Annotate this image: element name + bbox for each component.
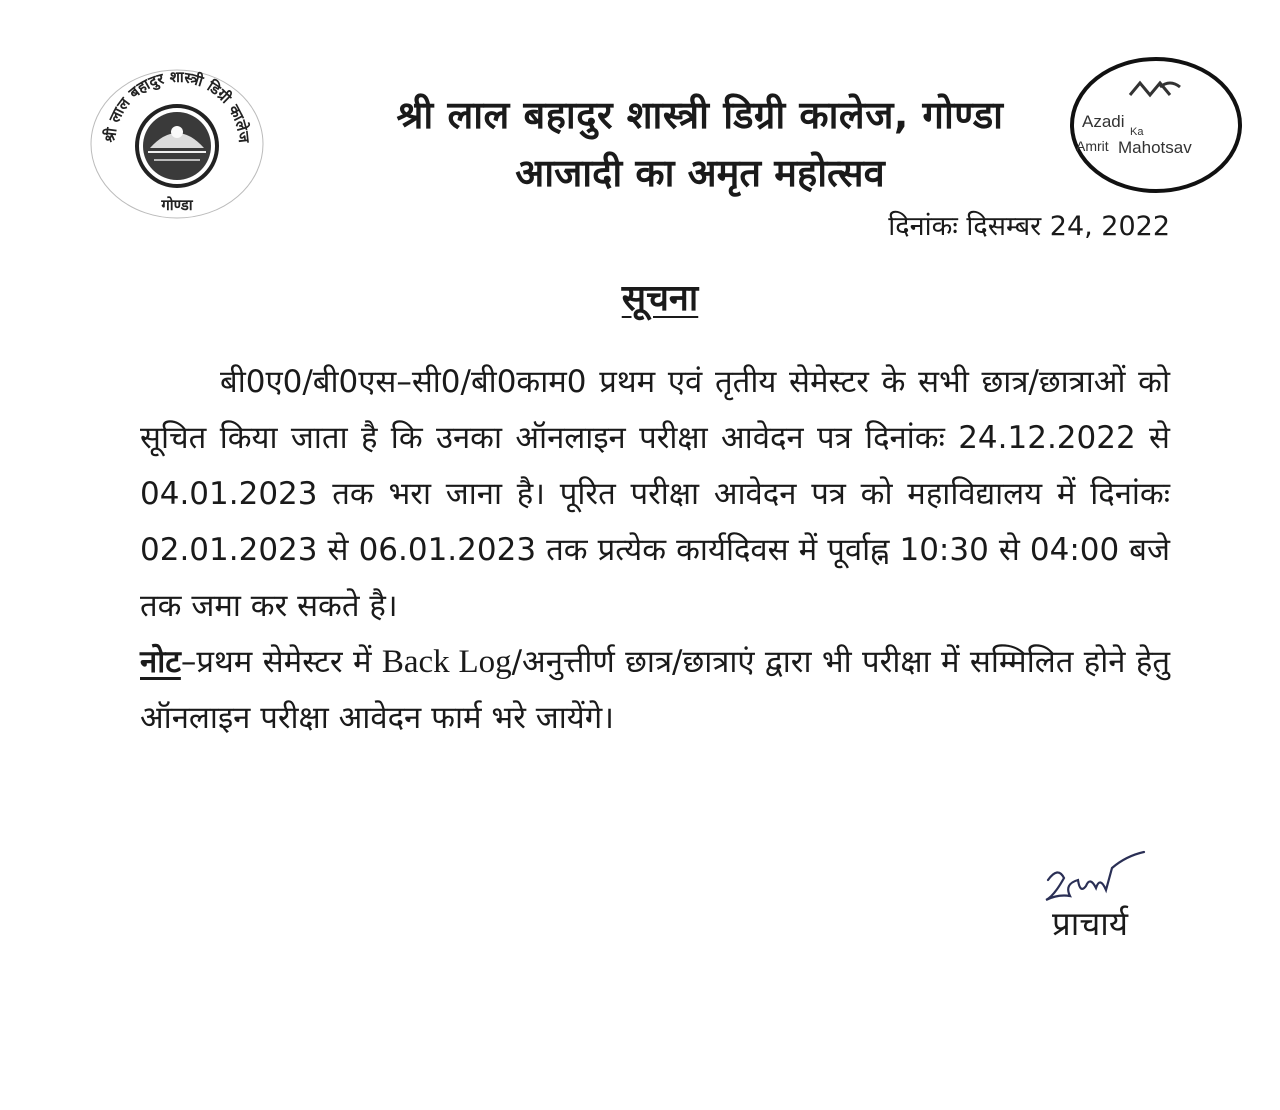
- college-name: श्री लाल बहादुर शास्त्री डिग्री कालेज, गोण्डा: [396, 93, 1004, 137]
- note-label: नोट: [140, 644, 181, 680]
- notice-heading: [0, 272, 1280, 321]
- amrit-text: Amrit: [1076, 138, 1109, 154]
- seal-ring-text: श्री लाल बहादुर शास्त्री डिग्री कालेज: [100, 68, 254, 144]
- azadi-logo-icon: [1068, 55, 1244, 195]
- college-seal: [88, 68, 266, 220]
- notice-body: [140, 354, 1170, 746]
- notice-heading-text: सूचना: [621, 278, 699, 319]
- note-backlog: Back Log: [381, 644, 512, 680]
- note-text-2: /अनुत्तीर्ण छात्र/छात्राएं द्वारा भी परीक्षा में सम्मिलित होने हेतु ऑनलाइन परीक्षा आवेदन फार्म भरे जायेंगे।: [140, 644, 1170, 736]
- mahotsav-text: Mahotsav: [1118, 138, 1192, 157]
- notice-date: दिनांकः दिसम्बर 24, 2022: [888, 211, 1170, 242]
- note-text-1: –प्रथम सेमेस्टर में: [180, 644, 382, 680]
- note-paragraph: [140, 634, 1170, 746]
- notice-paragraph: बी0ए0/बी0एस–सी0/बी0काम0 प्रथम एवं तृतीय सेमेस्टर के सभी छात्र/छात्राओं को सूचित किया जाता है कि उनका ऑनलाइन परीक्षा आवेदन पत्र दिनांकः 24.12.2022 से 04.01.2023 तक भरा जाना है। पूरित परीक्षा आवेदन पत्र को महाविद्यालय में दिनांकः 02.01.2023 से 06.01.2023 तक प्रत्येक कार्यदिवस में पूर्वाह्न 10:30 से 04:00 बजे तक जमा कर सकते है।: [140, 364, 1170, 624]
- principal-title: प्राचार्य: [1052, 904, 1128, 943]
- campaign-title: आजादी का अमृत महोत्सव: [515, 151, 885, 195]
- ka-text: Ka: [1130, 126, 1144, 138]
- seal-emblem-icon: [88, 68, 266, 220]
- azadi-text: Azadi: [1082, 112, 1125, 131]
- seal-city: गोण्डा: [161, 196, 193, 214]
- azadi-ka-amrit-mahotsav-logo: [1068, 55, 1244, 195]
